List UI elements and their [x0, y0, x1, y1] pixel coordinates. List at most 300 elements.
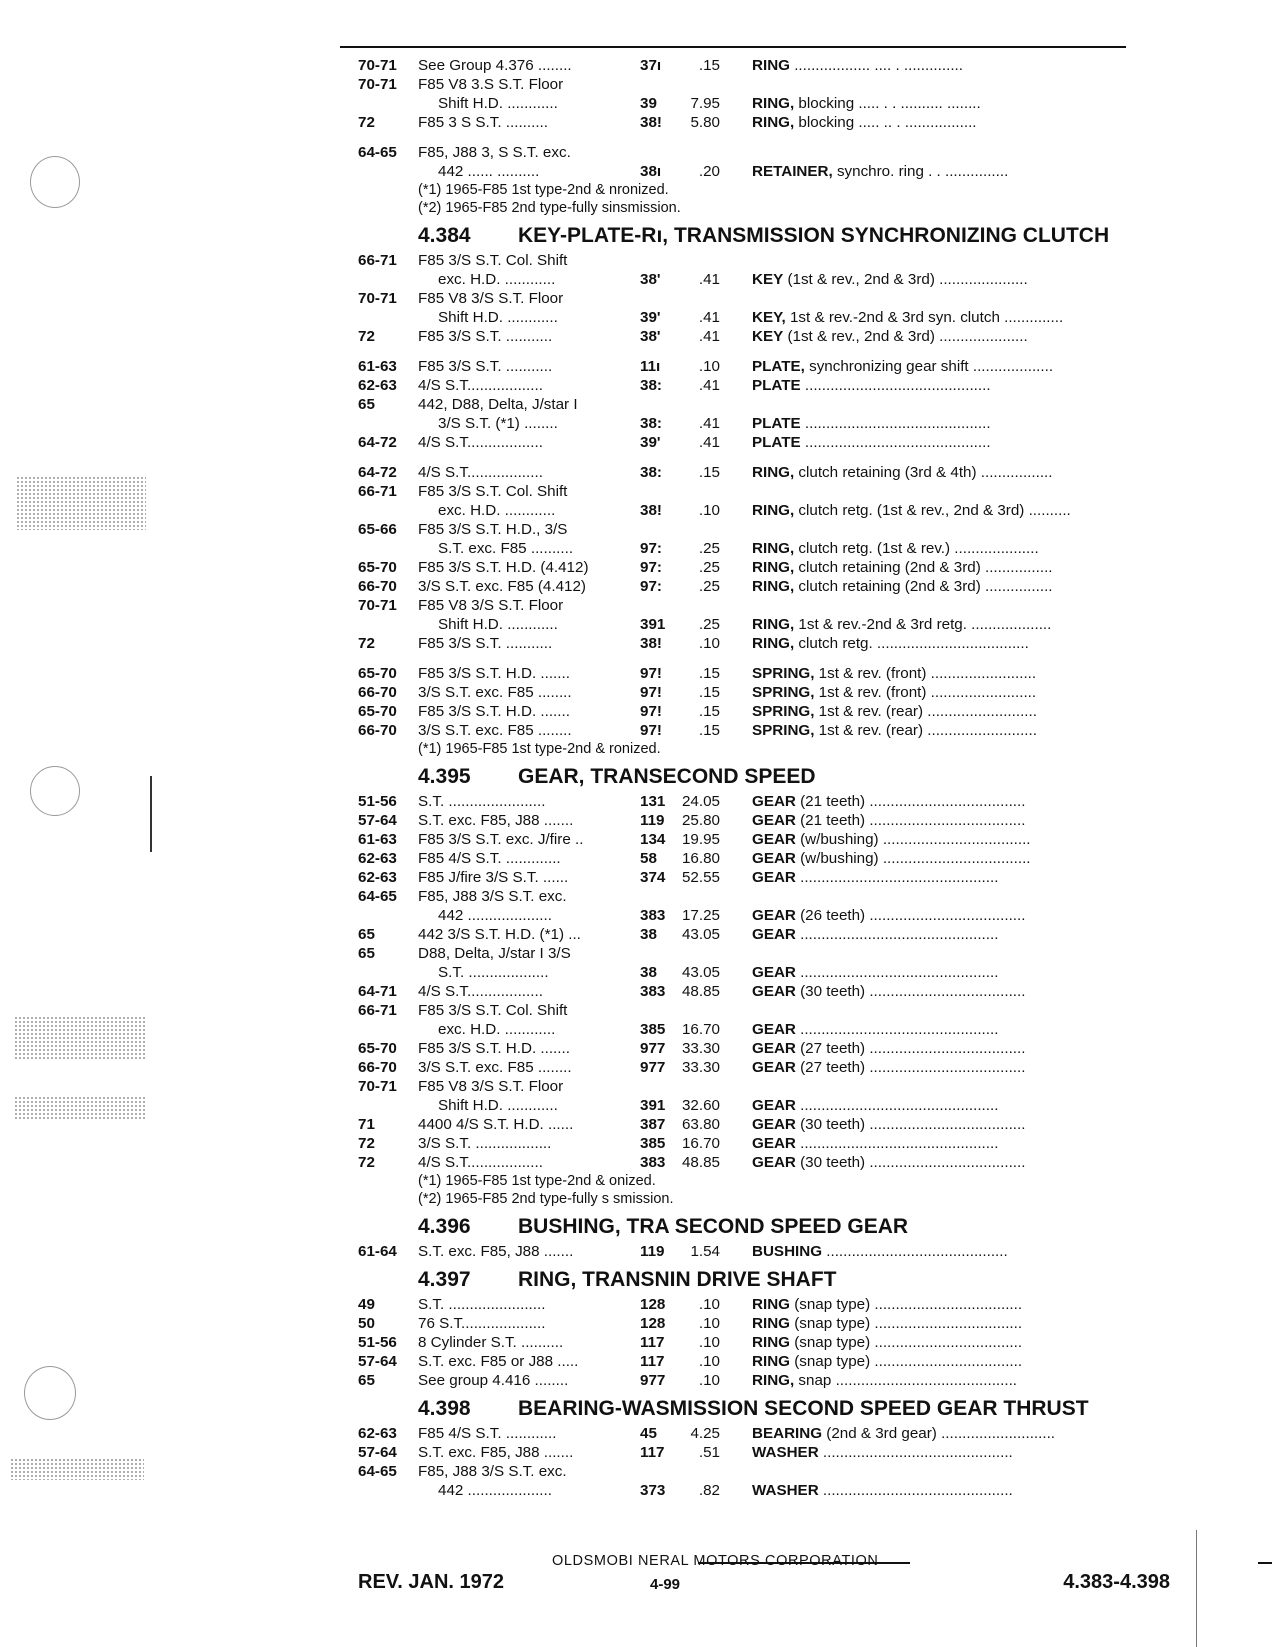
- part-name-main: RING,: [752, 95, 795, 112]
- application-desc: S.T. exc. F85, J88 .......: [418, 1243, 574, 1260]
- part-name-main: RING,: [752, 616, 795, 633]
- price: .10: [698, 358, 720, 375]
- part-row: [358, 1371, 1178, 1390]
- part-row: [358, 558, 1178, 577]
- application-desc: 4/S S.T..................: [418, 377, 543, 394]
- part-name: [752, 811, 1025, 830]
- revision-date: REV. JAN. 1972: [358, 1571, 505, 1593]
- part-row: [358, 721, 1178, 740]
- part-name-detail: .................. .... . ..............: [789, 57, 963, 74]
- model-years: 64-65: [358, 1463, 397, 1480]
- part-name: [752, 270, 1028, 289]
- model-years: 66-71: [358, 483, 397, 500]
- part-row: [358, 1443, 1178, 1462]
- part-name: [752, 664, 1036, 683]
- part-name: [752, 1039, 1025, 1058]
- part-row: [358, 1134, 1178, 1153]
- part-name: [752, 577, 1053, 596]
- model-years: 72: [358, 1135, 375, 1152]
- part-name-detail: clutch retaining (3rd & 4th) .................: [794, 464, 1053, 481]
- part-row: [358, 868, 1178, 887]
- price: 16.70: [681, 1021, 720, 1038]
- part-name-detail: ............................................: [800, 377, 991, 394]
- model-years: 51-56: [358, 793, 397, 810]
- section-number: 4.384: [418, 224, 471, 247]
- model-years: 57-64: [358, 812, 397, 829]
- part-name: [752, 1314, 1022, 1333]
- price: .41: [698, 377, 720, 394]
- price: 19.95: [681, 831, 720, 848]
- section-title: KEY-PLATE-Rı, TRANSMISSION SYNCHRONIZING CLUTCH: [518, 224, 1110, 247]
- price: .41: [698, 415, 720, 432]
- price: .82: [698, 1482, 720, 1499]
- part-name-detail: (snap type) ...................................: [789, 1334, 1023, 1351]
- price: 43.05: [681, 926, 720, 943]
- application-desc: F85 3/S S.T. ...........: [418, 358, 553, 375]
- part-name-main: GEAR: [752, 793, 796, 810]
- price: 7.95: [690, 95, 720, 112]
- part-row: [358, 113, 1178, 132]
- part-name-detail: (2nd & 3rd gear) ...........................: [822, 1425, 1056, 1442]
- group-number: 38!: [640, 635, 662, 652]
- application-desc: 4/S S.T..................: [418, 434, 543, 451]
- part-name-detail: (21 teeth) .....................................: [795, 812, 1026, 829]
- part-name: [752, 1443, 1013, 1462]
- part-name-main: KEY: [752, 271, 784, 288]
- section-s4398: [358, 1394, 1178, 1500]
- model-years: 50: [358, 1315, 375, 1332]
- model-years: 72: [358, 114, 375, 131]
- part-name: [752, 925, 998, 944]
- part-row: [358, 270, 1178, 289]
- model-years: 57-64: [358, 1444, 397, 1461]
- part-row: [358, 683, 1178, 702]
- application-desc: F85 3/S S.T. H.D. .......: [418, 703, 570, 720]
- part-name: [752, 1295, 1022, 1314]
- price: 48.85: [681, 983, 720, 1000]
- model-years: 51-56: [358, 1334, 397, 1351]
- part-name: [752, 1058, 1025, 1077]
- footnote: (*2) 1965-F85 2nd type-fully sinsmission.: [418, 200, 681, 216]
- part-name-detail: .............................................: [818, 1482, 1013, 1499]
- part-name: [752, 1153, 1025, 1172]
- part-row: [358, 811, 1178, 830]
- model-years: 70-71: [358, 76, 397, 93]
- group-number: 97:: [640, 578, 662, 595]
- group-number: 119: [640, 1243, 665, 1260]
- group-number: 385: [640, 1135, 666, 1152]
- part-name-detail: 1st & rev. (rear) ..........................: [814, 703, 1037, 720]
- part-row: [358, 501, 1178, 520]
- part-name: [752, 463, 1053, 482]
- application-desc: F85 3/S S.T. exc. J/fire ..: [418, 831, 584, 848]
- model-years: 72: [358, 328, 375, 345]
- section-heading: [358, 1265, 1178, 1295]
- application-desc: F85 3/S S.T. Col. Shift: [418, 1002, 568, 1019]
- part-name-detail: blocking ..... . . .......... ........: [794, 95, 981, 112]
- application-desc: F85 4/S S.T. .............: [418, 850, 561, 867]
- part-name-main: GEAR: [752, 831, 796, 848]
- part-name: [752, 849, 1031, 868]
- section-s4384: [358, 221, 1178, 758]
- group-number: 38:: [640, 464, 662, 481]
- footnote: (*2) 1965-F85 2nd type-fully s smission.: [418, 1191, 674, 1207]
- part-name-main: GEAR: [752, 983, 796, 1000]
- application-desc: 8 Cylinder S.T. ..........: [418, 1334, 564, 1351]
- group-number: 977: [640, 1040, 666, 1057]
- application-desc: exc. H.D. ............: [438, 502, 556, 519]
- model-years: 61-64: [358, 1243, 397, 1260]
- part-name-detail: 1st & rev.-2nd & 3rd retg. ...................: [794, 616, 1052, 633]
- group-number: 97:: [640, 559, 662, 576]
- part-name-main: GEAR: [752, 1097, 796, 1114]
- part-name: [752, 702, 1037, 721]
- part-name-main: WASHER: [752, 1444, 819, 1461]
- application-desc: F85 V8 3/S S.T. Floor: [418, 597, 564, 614]
- part-name: [752, 327, 1028, 346]
- part-row: [358, 634, 1178, 653]
- part-name-detail: (26 teeth) .....................................: [795, 907, 1026, 924]
- group-number: 391: [640, 616, 666, 633]
- part-name-main: PLATE: [752, 434, 801, 451]
- part-row: [358, 982, 1178, 1001]
- part-name-detail: ...............................................: [795, 964, 999, 981]
- part-row: [358, 251, 1178, 270]
- part-name-detail: ...........................................: [822, 1243, 1008, 1260]
- price: .51: [698, 1444, 720, 1461]
- group-number: 131: [640, 793, 666, 810]
- section-number: 4.396: [418, 1215, 471, 1238]
- group-number: 97!: [640, 722, 662, 739]
- part-row: [358, 1115, 1178, 1134]
- top-rule: [340, 46, 1126, 48]
- part-row: [358, 849, 1178, 868]
- part-row: [358, 1039, 1178, 1058]
- part-name: [752, 683, 1036, 702]
- part-row: [358, 615, 1178, 634]
- scan-noise-mark: [10, 1458, 144, 1480]
- part-name-main: RING: [752, 57, 790, 74]
- application-desc: exc. H.D. ............: [438, 271, 556, 288]
- part-name: [752, 357, 1053, 376]
- part-row: [358, 376, 1178, 395]
- footnote: (*1) 1965-F85 1st type-2nd & ronized.: [418, 741, 661, 757]
- price: 33.30: [681, 1059, 720, 1076]
- group-number: 37ı: [640, 57, 662, 74]
- application-desc: F85 V8 3.S S.T. Floor: [418, 76, 564, 93]
- model-years: 66-70: [358, 684, 397, 701]
- price: .15: [698, 665, 720, 682]
- part-name: [752, 539, 1039, 558]
- part-name: [752, 376, 991, 395]
- part-name-detail: .............................................: [818, 1444, 1013, 1461]
- section-title: BEARING-WASMISSION SECOND SPEED GEAR THRUST: [518, 1397, 1089, 1420]
- group-number: 38:: [640, 377, 662, 394]
- part-name-main: RING,: [752, 578, 795, 595]
- model-years: 61-63: [358, 358, 397, 375]
- part-name-detail: (30 teeth) .....................................: [795, 1154, 1026, 1171]
- group-number: 128: [640, 1296, 666, 1313]
- section-number: 4.397: [418, 1268, 471, 1291]
- application-desc: F85 3/S S.T. ...........: [418, 328, 553, 345]
- application-desc: F85, J88 3/S S.T. exc.: [418, 1463, 567, 1480]
- group-number: 38': [640, 328, 661, 345]
- scan-line-mark: [150, 776, 152, 852]
- application-desc: 3/S S.T. exc. F85 (4.412): [418, 578, 586, 595]
- application-desc: F85 V8 3/S S.T. Floor: [418, 290, 564, 307]
- model-years: 65: [358, 926, 375, 943]
- part-name-main: SPRING,: [752, 722, 815, 739]
- application-desc: F85 V8 3/S S.T. Floor: [418, 1078, 564, 1095]
- part-name-main: GEAR: [752, 1154, 796, 1171]
- price: .41: [698, 328, 720, 345]
- part-name-detail: ............................................: [800, 434, 991, 451]
- part-name: [752, 501, 1071, 520]
- model-years: 70-71: [358, 597, 397, 614]
- group-number: 977: [640, 1059, 666, 1076]
- part-row: [358, 1314, 1178, 1333]
- application-desc: F85, J88 3, S S.T. exc.: [418, 144, 571, 161]
- part-name: [752, 1242, 1008, 1261]
- part-row: [358, 702, 1178, 721]
- price: .15: [698, 703, 720, 720]
- part-row: [358, 482, 1178, 501]
- part-name-main: RING: [752, 1334, 790, 1351]
- model-years: 64-72: [358, 464, 397, 481]
- part-name-detail: (snap type) ...................................: [789, 1315, 1023, 1332]
- part-row: [358, 925, 1178, 944]
- price: 25.80: [681, 812, 720, 829]
- part-name-main: RETAINER,: [752, 163, 833, 180]
- price: 33.30: [681, 1040, 720, 1057]
- application-desc: F85 3/S S.T. H.D., 3/S: [418, 521, 568, 538]
- price: 24.05: [681, 793, 720, 810]
- application-desc: S.T. .......................: [418, 793, 546, 810]
- part-name-detail: clutch retaining (2nd & 3rd) ................: [794, 559, 1053, 576]
- part-name-detail: (21 teeth) .....................................: [795, 793, 1026, 810]
- part-name-detail: (w/bushing) ...................................: [795, 831, 1031, 848]
- part-name-detail: ...............................................: [795, 1097, 999, 1114]
- price: .25: [698, 559, 720, 576]
- footnote: (*1) 1965-F85 1st type-2nd & onized.: [418, 1173, 656, 1189]
- group-number: 38': [640, 271, 661, 288]
- part-name: [752, 1020, 998, 1039]
- application-desc: S.T. exc. F85, J88 .......: [418, 812, 574, 829]
- part-name: [752, 615, 1051, 634]
- model-years: 65-70: [358, 1040, 397, 1057]
- part-name-main: GEAR: [752, 1135, 796, 1152]
- group-number: 117: [640, 1334, 665, 1351]
- price: .15: [698, 722, 720, 739]
- part-name-main: KEY,: [752, 309, 786, 326]
- part-name: [752, 792, 1025, 811]
- part-row: [358, 414, 1178, 433]
- part-name: [752, 963, 998, 982]
- part-name-main: GEAR: [752, 812, 796, 829]
- application-desc: F85 3/S S.T. Col. Shift: [418, 252, 568, 269]
- section-title: RING, TRANSNIN DRIVE SHAFT: [518, 1268, 837, 1291]
- group-number: 97!: [640, 703, 662, 720]
- part-name-main: RING: [752, 1353, 790, 1370]
- scan-noise-mark: [14, 1016, 146, 1060]
- part-name-main: RING,: [752, 1372, 795, 1389]
- part-name-detail: (1st & rev., 2nd & 3rd) .....................: [783, 328, 1028, 345]
- part-name-detail: blocking ..... .. . .................: [794, 114, 977, 131]
- price: .10: [698, 635, 720, 652]
- price: .10: [698, 1296, 720, 1313]
- part-name-main: RING: [752, 1296, 790, 1313]
- section-heading: [358, 1394, 1178, 1424]
- part-name-main: RING,: [752, 114, 795, 131]
- part-name: [752, 1333, 1022, 1352]
- price: .10: [698, 1315, 720, 1332]
- part-name-main: PLATE: [752, 415, 801, 432]
- footer-rule-right: [1258, 1562, 1272, 1564]
- model-years: 65-70: [358, 703, 397, 720]
- part-row: [358, 327, 1178, 346]
- scan-noise-mark: [14, 1096, 146, 1120]
- part-name-main: GEAR: [752, 850, 796, 867]
- application-desc: S.T. ...................: [438, 964, 549, 981]
- application-desc: F85 3/S S.T. ...........: [418, 635, 553, 652]
- part-row: [358, 143, 1178, 162]
- part-name: [752, 1352, 1022, 1371]
- application-desc: 4/S S.T..................: [418, 1154, 543, 1171]
- part-name-detail: 1st & rev. (rear) ..........................: [814, 722, 1037, 739]
- part-name-main: RING,: [752, 540, 795, 557]
- section-number: 4.395: [418, 765, 471, 788]
- group-number: 977: [640, 1372, 666, 1389]
- part-row: [358, 1153, 1178, 1172]
- application-desc: D88, Delta, J/star I 3/S: [418, 945, 571, 962]
- model-years: 66-71: [358, 1002, 397, 1019]
- part-name-detail: clutch retg. (1st & rev.) ....................: [794, 540, 1039, 557]
- part-name-main: GEAR: [752, 869, 796, 886]
- part-row: [358, 1424, 1178, 1443]
- part-name-main: GEAR: [752, 907, 796, 924]
- price: 17.25: [681, 907, 720, 924]
- model-years: 65: [358, 1372, 375, 1389]
- group-number: 391: [640, 1097, 666, 1114]
- application-desc: Shift H.D. ............: [438, 309, 558, 326]
- price: .41: [698, 434, 720, 451]
- part-name-main: BEARING: [752, 1425, 823, 1442]
- model-years: 66-71: [358, 252, 397, 269]
- group-number: 134: [640, 831, 666, 848]
- model-years: 49: [358, 1296, 375, 1313]
- part-name-detail: 1st & rev.-2nd & 3rd syn. clutch ..............: [785, 309, 1064, 326]
- price: .25: [698, 616, 720, 633]
- part-name-detail: synchronizing gear shift ...................: [804, 358, 1054, 375]
- application-desc: 4/S S.T..................: [418, 464, 543, 481]
- group-number: 58: [640, 850, 657, 867]
- part-row: [358, 395, 1178, 414]
- group-number: 39': [640, 434, 661, 451]
- group-number: 387: [640, 1116, 666, 1133]
- section-number: 4.398: [418, 1397, 471, 1420]
- part-name: [752, 1481, 1013, 1500]
- model-years: 65: [358, 945, 375, 962]
- part-name: [752, 868, 998, 887]
- application-desc: S.T. exc. F85 ..........: [438, 540, 574, 557]
- part-name-detail: clutch retg. ....................................: [794, 635, 1029, 652]
- application-desc: See group 4.416 ........: [418, 1372, 569, 1389]
- part-row: [358, 963, 1178, 982]
- part-row: [358, 539, 1178, 558]
- price: 32.60: [681, 1097, 720, 1114]
- part-name: [752, 1134, 998, 1153]
- part-row: [358, 664, 1178, 683]
- price: .10: [698, 502, 720, 519]
- application-desc: 3/S S.T. ..................: [418, 1135, 552, 1152]
- part-row: [358, 1481, 1178, 1500]
- part-name-main: GEAR: [752, 964, 796, 981]
- application-desc: exc. H.D. ............: [438, 1021, 556, 1038]
- application-desc: 4/S S.T..................: [418, 983, 543, 1000]
- part-row: [358, 830, 1178, 849]
- model-years: 65-66: [358, 521, 397, 538]
- application-desc: 76 S.T....................: [418, 1315, 546, 1332]
- part-row: [358, 887, 1178, 906]
- part-name-detail: ...............................................: [795, 1021, 999, 1038]
- price: 5.80: [690, 114, 720, 131]
- price: 43.05: [681, 964, 720, 981]
- part-row: [358, 308, 1178, 327]
- part-name: [752, 1096, 998, 1115]
- group-number: 385: [640, 1021, 666, 1038]
- model-years: 62-63: [358, 377, 397, 394]
- part-row: [358, 577, 1178, 596]
- part-name: [752, 94, 981, 113]
- model-years: 64-65: [358, 888, 397, 905]
- model-years: 71: [358, 1116, 375, 1133]
- scan-noise-mark: [16, 476, 146, 530]
- part-name-detail: ...............................................: [795, 926, 999, 943]
- part-row: [358, 1001, 1178, 1020]
- application-desc: See Group 4.376 ........: [418, 57, 572, 74]
- group-number: 383: [640, 983, 666, 1000]
- application-desc: 442 3/S S.T. H.D. (*1) ...: [418, 926, 581, 943]
- footer-corp: OLDSMOBI NERAL MOTORS CORPORATION: [552, 1553, 879, 1569]
- part-name-detail: (30 teeth) .....................................: [795, 1116, 1026, 1133]
- price: .41: [698, 309, 720, 326]
- price: 63.80: [681, 1116, 720, 1133]
- price: .25: [698, 540, 720, 557]
- part-name-main: GEAR: [752, 1116, 796, 1133]
- group-number: 38:: [640, 415, 662, 432]
- application-desc: 3/S S.T. exc. F85 ........: [418, 722, 572, 739]
- part-name: [752, 414, 991, 433]
- price: 4.25: [690, 1425, 720, 1442]
- application-desc: 3/S S.T. (*1) ........: [438, 415, 558, 432]
- price: 16.80: [681, 850, 720, 867]
- group-number: 374: [640, 869, 666, 886]
- part-row: [358, 433, 1178, 452]
- model-years: 57-64: [358, 1353, 397, 1370]
- part-name-detail: ...............................................: [795, 1135, 999, 1152]
- section-heading: [358, 762, 1178, 792]
- section-s4396: [358, 1212, 1178, 1261]
- part-name-main: PLATE,: [752, 358, 805, 375]
- part-name-detail: (27 teeth) .....................................: [795, 1059, 1026, 1076]
- section-title: GEAR, TRANSECOND SPEED: [518, 765, 816, 788]
- model-years: 66-70: [358, 722, 397, 739]
- section-s4397: [358, 1265, 1178, 1390]
- punch-hole-mark: [30, 156, 80, 208]
- right-edge-mark: [1196, 1530, 1197, 1647]
- part-row: [358, 1462, 1178, 1481]
- part-row: [358, 944, 1178, 963]
